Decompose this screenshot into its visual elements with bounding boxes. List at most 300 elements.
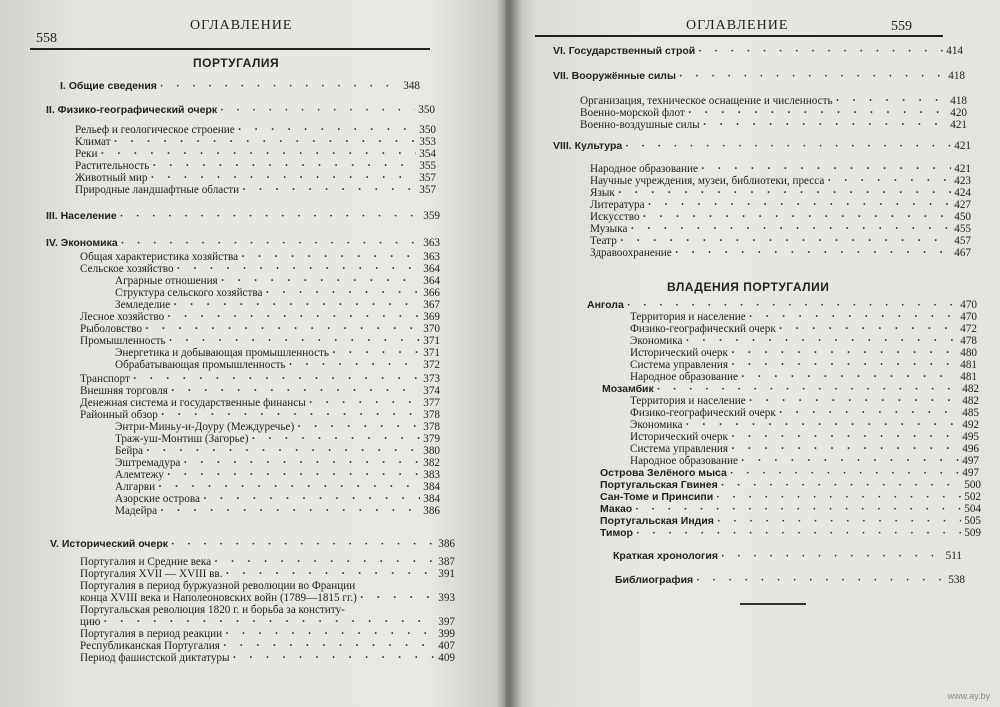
toc-entry-title: Лесное хозяйство — [80, 311, 165, 323]
toc-entry-title: Период фашистской диктатуры — [80, 652, 230, 664]
toc-entry — [60, 80, 420, 93]
toc-entry — [80, 397, 440, 409]
leader-dots — [233, 652, 436, 664]
toc-entry-page: 397 — [438, 616, 455, 628]
toc-entry-page: 378 — [423, 409, 440, 421]
right-page — [505, 0, 1000, 707]
toc-entry — [630, 431, 979, 443]
toc-entry-page: 478 — [960, 335, 977, 347]
toc-entry-title: Эштремадура — [115, 457, 181, 469]
toc-entry-title: IV. Экономика — [46, 237, 118, 249]
leader-dots — [241, 251, 420, 263]
toc-entry — [80, 640, 455, 652]
toc-entry-title: Природные ландшафтные области — [75, 184, 240, 196]
toc-entry-page: 354 — [419, 148, 436, 160]
toc-entry-title: Животный мир — [75, 172, 148, 184]
toc-entry-page: 414 — [946, 45, 963, 57]
toc-entry-title: Реки — [75, 148, 98, 160]
end-rule — [740, 603, 806, 605]
leader-dots — [152, 160, 416, 172]
leader-dots — [698, 46, 943, 58]
toc-entry-page: 357 — [419, 184, 436, 196]
toc-entry-title: Республиканская Португалия — [80, 640, 220, 652]
toc-entry-title: Система управления — [630, 359, 728, 371]
toc-entry — [590, 175, 971, 187]
toc-entry — [630, 311, 977, 323]
toc-entry — [580, 107, 967, 119]
toc-entry-title: Физико-географический очерк — [630, 407, 776, 419]
toc-entry-page: 399 — [438, 628, 455, 640]
toc-entry-page: 366 — [423, 287, 440, 299]
toc-entry — [46, 104, 435, 117]
toc-entry-page: 363 — [423, 251, 440, 263]
toc-entry-title: Обрабатывающая промышленность — [115, 359, 286, 371]
toc-entry-title: Библиография — [615, 574, 694, 586]
toc-entry — [630, 455, 979, 467]
toc-entry — [75, 124, 436, 136]
toc-entry-page: 497 — [962, 467, 979, 479]
leader-dots — [160, 81, 400, 93]
toc-entry-page: 492 — [962, 419, 979, 431]
leader-dots — [618, 187, 951, 199]
toc-entry-title: Макао — [600, 503, 633, 515]
leader-dots — [701, 163, 951, 175]
leader-dots — [114, 136, 417, 148]
toc-entry-title: Земледелие — [115, 299, 171, 311]
toc-entry — [80, 323, 440, 335]
toc-entry-title: I. Общие сведения — [60, 80, 157, 92]
toc-entry — [80, 556, 455, 568]
toc-entry-title: Бейра — [115, 445, 143, 457]
toc-entry-page: 372 — [423, 359, 440, 371]
toc-entry — [80, 568, 455, 580]
toc-entry — [115, 287, 440, 299]
toc-entry — [600, 527, 981, 540]
toc-entry — [590, 199, 971, 211]
toc-entry — [590, 187, 971, 199]
leader-dots — [133, 373, 420, 385]
toc-entry-page: 348 — [403, 80, 420, 92]
leader-dots — [648, 199, 952, 211]
toc-entry-page: 364 — [423, 275, 440, 287]
toc-entry-page: 386 — [423, 505, 440, 517]
toc-entry-page: 371 — [423, 335, 440, 347]
toc-entry — [630, 371, 977, 383]
toc-entry-page: 391 — [438, 568, 455, 580]
toc-entry — [75, 136, 436, 148]
toc-entry-title: Португалия и Средние века — [80, 556, 212, 568]
toc-entry-page: 393 — [438, 592, 455, 604]
toc-entry — [50, 538, 455, 551]
toc-entry-title: Рыболовство — [80, 323, 142, 335]
toc-entry-title: Промышленность — [80, 335, 166, 347]
page-header-left: ОГЛАВЛЕНИЕ — [190, 18, 293, 33]
toc-entry-page: 481 — [960, 371, 977, 383]
watermark: www.ay.by — [947, 691, 990, 701]
toc-entry — [80, 652, 455, 664]
leader-dots — [173, 299, 420, 311]
leader-dots — [620, 235, 951, 247]
toc-entry — [553, 45, 963, 58]
leader-dots — [686, 335, 958, 347]
toc-entry-page: 355 — [419, 160, 436, 172]
toc-entry — [590, 163, 971, 175]
toc-entry — [80, 616, 455, 628]
leader-dots — [625, 141, 951, 153]
toc-entry-page: 421 — [950, 119, 967, 131]
leader-dots — [643, 211, 952, 223]
toc-entry-page: 363 — [423, 237, 440, 249]
toc-entry — [80, 604, 455, 616]
toc-entry-title: Язык — [590, 187, 615, 199]
leader-dots — [242, 184, 416, 196]
toc-entry-title: Военно-воздушные силы — [580, 119, 700, 131]
toc-entry-title: VI. Государственный строй — [553, 45, 696, 57]
toc-entry-title: Экономика — [630, 335, 683, 347]
toc-entry — [630, 335, 977, 347]
toc-entry — [80, 628, 455, 640]
toc-entry-page: 418 — [950, 95, 967, 107]
toc-entry — [630, 407, 979, 419]
leader-dots — [251, 433, 420, 445]
toc-entry-title: Траж-уш-Монтиш (Загорье) — [115, 433, 249, 445]
leader-dots — [238, 124, 417, 136]
toc-entry — [590, 211, 971, 223]
section-title-portugal: ПОРТУГАЛИЯ — [193, 56, 280, 70]
toc-entry-title: Транспорт — [80, 373, 130, 385]
toc-entry — [80, 251, 440, 263]
toc-entry-page: 504 — [964, 503, 981, 515]
toc-entry-title: Система управления — [630, 443, 728, 455]
leader-dots — [100, 148, 416, 160]
toc-entry-title: Сан-Томе и Принсипи — [600, 491, 714, 503]
leader-dots — [220, 105, 415, 117]
toc-entry-page: 427 — [954, 199, 971, 211]
leader-dots — [721, 551, 943, 563]
toc-entry — [80, 592, 455, 604]
toc-entry-page: 373 — [423, 373, 440, 385]
toc-entry-page: 511 — [945, 550, 962, 562]
leader-dots — [225, 628, 435, 640]
toc-entry — [115, 421, 440, 433]
toc-entry — [80, 263, 440, 275]
toc-entry — [75, 172, 436, 184]
toc-entry-title: Физико-географический очерк — [630, 323, 776, 335]
leader-dots — [309, 397, 420, 409]
toc-entry-title: Португальская Индия — [600, 515, 714, 527]
leader-dots — [169, 335, 421, 347]
toc-entry — [630, 359, 977, 371]
leader-dots — [223, 640, 435, 652]
toc-entry-page: 409 — [438, 652, 455, 664]
toc-entry-page: 496 — [962, 443, 979, 455]
toc-entry — [80, 373, 440, 385]
toc-entry — [46, 237, 440, 250]
toc-entry-title: Искусство — [590, 211, 640, 223]
toc-entry-title: Организация, техническое оснащение и численность — [580, 95, 833, 107]
toc-entry — [613, 550, 962, 563]
toc-entry-title: Энергетика и добывающая промышленность — [115, 347, 330, 359]
toc-entry-title: Рельеф и геологическое строение — [75, 124, 235, 136]
leader-dots — [779, 323, 957, 335]
toc-entry-page: 379 — [423, 433, 440, 445]
leader-dots — [146, 445, 420, 457]
toc-entry — [115, 457, 440, 469]
leader-dots — [636, 528, 961, 540]
leader-dots — [297, 421, 420, 433]
toc-entry — [590, 235, 971, 247]
book-gutter — [496, 0, 522, 707]
toc-entry — [115, 433, 440, 445]
leader-dots — [703, 119, 948, 131]
leader-dots — [171, 539, 435, 551]
leader-dots — [171, 385, 420, 397]
toc-entry-page: 374 — [423, 385, 440, 397]
toc-entry-page: 382 — [423, 457, 440, 469]
toc-entry-page: 457 — [954, 235, 971, 247]
toc-entry-title: Территория и население — [630, 395, 746, 407]
toc-entry-title: Военно-морской флот — [580, 107, 685, 119]
toc-entry — [80, 409, 440, 421]
toc-entry-page: 502 — [964, 491, 981, 503]
toc-entry-page: 369 — [423, 311, 440, 323]
leader-dots — [686, 419, 960, 431]
leader-dots — [827, 175, 951, 187]
toc-entry-title: Климат — [75, 136, 111, 148]
toc-entry-title: Португальская Гвинея — [600, 479, 718, 491]
toc-entry-page: 482 — [962, 395, 979, 407]
toc-entry-title: Острова Зелёного мыса — [600, 467, 727, 479]
toc-entry-page: 505 — [964, 515, 981, 527]
toc-entry — [630, 323, 977, 335]
toc-entry-page: 480 — [960, 347, 977, 359]
leader-dots — [214, 556, 435, 568]
toc-entry-page: 386 — [438, 538, 455, 550]
leader-dots — [221, 275, 421, 287]
toc-entry-title: Ангола — [587, 299, 624, 311]
toc-entry-page: 495 — [962, 431, 979, 443]
toc-entry-title: Структура сельского хозяйства — [115, 287, 263, 299]
leader-dots — [696, 575, 945, 587]
toc-entry-page: 364 — [423, 263, 440, 275]
toc-entry-page: 371 — [423, 347, 440, 359]
toc-entry-page: 359 — [423, 210, 440, 222]
toc-entry — [580, 119, 967, 131]
leader-dots — [741, 371, 957, 383]
toc-entry-title: конца XVIII века и Наполеоновских войн (1789—1815 гг.) — [80, 592, 357, 604]
leader-dots — [158, 481, 420, 493]
toc-entry — [115, 505, 440, 517]
leader-dots — [160, 505, 420, 517]
toc-entry — [115, 469, 440, 481]
toc-entry-title: Краткая хронология — [613, 550, 719, 562]
toc-entry-title: Сельское хозяйство — [80, 263, 174, 275]
toc-entry-page: 455 — [954, 223, 971, 235]
toc-entry-page: 378 — [423, 421, 440, 433]
toc-entry-page: 472 — [960, 323, 977, 335]
leader-dots — [266, 287, 421, 299]
toc-entry — [115, 481, 440, 493]
toc-entry-title: Исторический очерк — [630, 347, 728, 359]
toc-entry-title: Театр — [590, 235, 617, 247]
toc-entry-title: Португалия XVII — XVIII вв. — [80, 568, 223, 580]
toc-entry-page: 387 — [438, 556, 455, 568]
toc-entry — [75, 160, 436, 172]
toc-entry-title: Португальская революция 1820 г. и борьба за конститу- — [80, 604, 345, 616]
leader-dots — [120, 211, 421, 223]
leader-dots — [121, 238, 420, 250]
toc-entry-page: 418 — [948, 70, 965, 82]
page-header-right: ОГЛАВЛЕНИЕ — [686, 18, 789, 33]
toc-entry — [580, 95, 967, 107]
toc-entry-page: 350 — [419, 124, 436, 136]
leader-dots — [675, 247, 951, 259]
toc-entry — [115, 275, 440, 287]
toc-entry-title: Растительность — [75, 160, 150, 172]
toc-entry — [553, 140, 971, 153]
leader-dots — [360, 592, 435, 604]
leader-dots — [151, 172, 417, 184]
page-number-left: 558 — [36, 31, 57, 46]
leader-dots — [749, 395, 960, 407]
toc-entry — [553, 70, 965, 83]
leader-dots — [836, 95, 948, 107]
toc-entry — [115, 359, 440, 371]
toc-entry — [590, 247, 971, 259]
toc-entry-title: III. Население — [46, 210, 117, 222]
section-title-possessions: ВЛАДЕНИЯ ПОРТУГАЛИИ — [667, 280, 830, 294]
toc-entry-title: Мозамбик — [602, 383, 654, 395]
leader-dots — [731, 443, 959, 455]
toc-entry-title: Народное образование — [630, 371, 738, 383]
toc-entry-page: 482 — [962, 383, 979, 395]
leader-dots — [161, 409, 420, 421]
toc-entry-page: 384 — [423, 493, 440, 505]
toc-entry — [46, 210, 440, 223]
toc-entry — [115, 299, 440, 311]
toc-entry-title: Экономика — [630, 419, 683, 431]
toc-right — [505, 0, 1000, 707]
leader-dots — [741, 455, 959, 467]
leader-dots — [679, 71, 945, 83]
toc-entry-page: 450 — [954, 211, 971, 223]
toc-entry — [75, 148, 436, 160]
page-number-right: 559 — [891, 19, 912, 34]
leader-dots — [779, 407, 959, 419]
toc-entry — [115, 347, 440, 359]
leader-dots — [103, 616, 435, 628]
toc-entry — [75, 184, 436, 196]
leader-dots — [688, 107, 947, 119]
toc-entry-title: Исторический очерк — [630, 431, 728, 443]
leader-dots — [749, 311, 958, 323]
toc-entry-page: 467 — [954, 247, 971, 259]
toc-entry-title: Музыка — [590, 223, 628, 235]
toc-entry — [115, 493, 440, 505]
toc-entry-page: 538 — [948, 574, 965, 586]
toc-entry-page: 497 — [962, 455, 979, 467]
toc-entry-title: Общая характеристика хозяйства — [80, 251, 239, 263]
toc-entry-page: 500 — [964, 479, 981, 491]
toc-entry-page: 421 — [954, 140, 971, 152]
leader-dots — [289, 359, 421, 371]
toc-entry — [590, 223, 971, 235]
toc-entry-title: Азорские острова — [115, 493, 200, 505]
leader-dots — [731, 431, 959, 443]
toc-entry-page: 423 — [954, 175, 971, 187]
toc-entry — [630, 395, 979, 407]
toc-entry-title: Энтри-Миньу-и-Доуру (Междуречье) — [115, 421, 295, 433]
toc-entry-page: 470 — [960, 311, 977, 323]
toc-entry-title: Тимор — [600, 527, 633, 539]
leader-dots — [630, 223, 951, 235]
toc-entry-title: Народное образование — [630, 455, 738, 467]
leader-dots — [167, 311, 420, 323]
toc-entry-title: Португалия в период реакции — [80, 628, 223, 640]
toc-entry-title: Здравоохранение — [590, 247, 672, 259]
toc-entry-title: VII. Вооружённые силы — [553, 70, 676, 82]
toc-entry-page: 470 — [960, 299, 977, 311]
toc-entry-title: Литература — [590, 199, 645, 211]
toc-entry-title: Алемтежу — [115, 469, 164, 481]
toc-entry — [80, 335, 440, 347]
toc-entry-title: Народное образование — [590, 163, 698, 175]
toc-entry-title: Районный обзор — [80, 409, 158, 421]
toc-entry-title: Португалия в период буржуазной революции во Франции — [80, 580, 356, 592]
toc-entry-title: Мадейра — [115, 505, 158, 517]
toc-entry-title: Внешняя торговля — [80, 385, 168, 397]
leader-dots — [731, 347, 957, 359]
toc-entry-page: 481 — [960, 359, 977, 371]
leader-dots — [145, 323, 420, 335]
toc-entry-title: цию — [80, 616, 101, 628]
toc-entry — [115, 445, 440, 457]
leader-dots — [332, 347, 420, 359]
leader-dots — [167, 469, 420, 481]
toc-entry-title: Алгарви — [115, 481, 156, 493]
leader-dots — [226, 568, 436, 580]
leader-dots — [731, 359, 957, 371]
toc-entry-page: 370 — [423, 323, 440, 335]
toc-entry — [80, 385, 440, 397]
toc-entry-title: VIII. Культура — [553, 140, 623, 152]
toc-entry-title: Аграрные отношения — [115, 275, 218, 287]
toc-entry-page: 353 — [419, 136, 436, 148]
toc-entry-page: 357 — [419, 172, 436, 184]
toc-entry — [630, 443, 979, 455]
toc-entry-page: 384 — [423, 481, 440, 493]
toc-entry — [80, 311, 440, 323]
toc-entry-page: 424 — [954, 187, 971, 199]
toc-entry-page: 377 — [423, 397, 440, 409]
toc-entry-page: 421 — [954, 163, 971, 175]
toc-entry — [630, 347, 977, 359]
toc-entry — [80, 580, 455, 592]
toc-entry-title: Территория и население — [630, 311, 746, 323]
toc-entry — [615, 574, 965, 587]
leader-dots — [203, 493, 420, 505]
leader-dots — [177, 263, 421, 275]
toc-entry-page: 509 — [964, 527, 981, 539]
toc-entry-page: 380 — [423, 445, 440, 457]
leader-dots — [183, 457, 420, 469]
toc-entry-title: Научные учреждения, музеи, библиотеки, пресса — [590, 175, 825, 187]
toc-entry-title: Денежная система и государственные финансы — [80, 397, 306, 409]
toc-entry-page: 407 — [438, 640, 455, 652]
toc-entry — [630, 419, 979, 431]
toc-entry-title: V. Исторический очерк — [50, 538, 169, 550]
toc-entry-page: 485 — [962, 407, 979, 419]
